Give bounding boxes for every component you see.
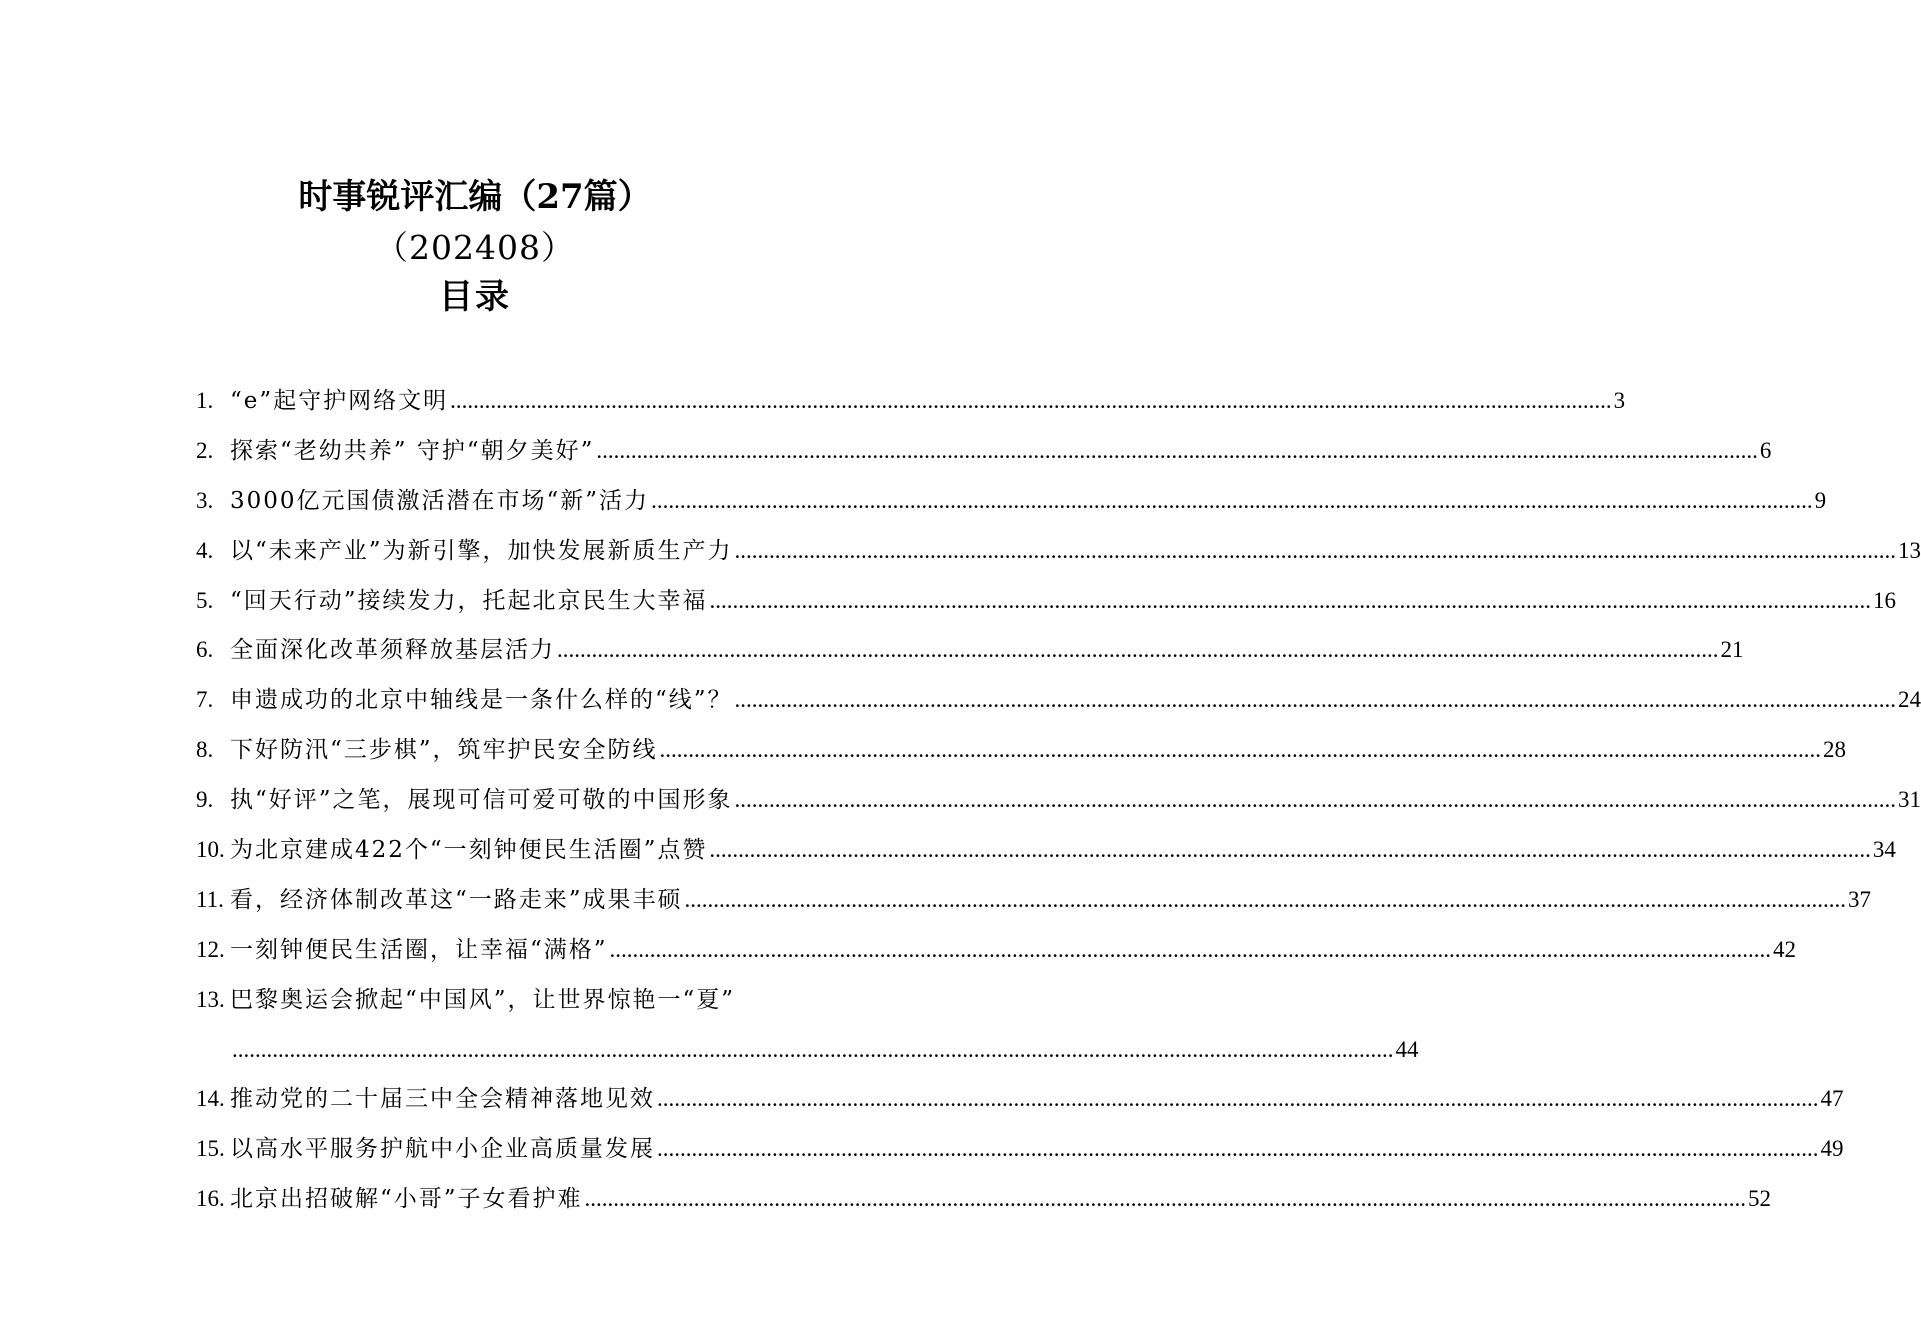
toc-entry-title: 推动党的二十届三中全会精神落地见效 xyxy=(230,1086,655,1113)
toc-entry-10[interactable] xyxy=(196,825,1896,875)
toc-entry-page: 31 xyxy=(1898,787,1921,813)
toc-entry-13-continuation[interactable] xyxy=(196,1025,1419,1075)
toc-entry-page: 3 xyxy=(1613,388,1626,413)
toc-leader-dots xyxy=(660,725,1822,775)
toc-entry-title: 巴黎奥运会掀起“中国风”，让世界惊艳一“夏” xyxy=(230,986,736,1013)
document-title: 时事锐评汇编（27篇） xyxy=(298,177,652,217)
toc-entry-page: 42 xyxy=(1773,936,1797,962)
toc-leader-dots xyxy=(651,476,1813,526)
toc-entry-title: 下好防汛“三步棋”，筑牢护民安全防线 xyxy=(230,737,658,764)
toc-entry-number: 1. xyxy=(196,388,214,413)
document-date: （202408） xyxy=(375,228,575,267)
table-of-contents xyxy=(196,376,1921,1224)
toc-entry-page: 24 xyxy=(1898,687,1921,713)
toc-leader-dots xyxy=(685,875,1847,925)
toc-entry-page: 49 xyxy=(1820,1136,1844,1162)
toc-entry-number: 7. xyxy=(196,687,214,713)
toc-heading: 目录 xyxy=(439,277,511,317)
toc-entry-page: 37 xyxy=(1848,886,1872,912)
toc-leader-dots xyxy=(657,1074,1819,1124)
toc-entry-page: 44 xyxy=(1395,1036,1419,1062)
toc-leader-dots xyxy=(596,426,1758,476)
toc-leader-dots xyxy=(710,576,1872,626)
toc-leader-dots xyxy=(735,526,1897,576)
toc-entry-number: 15. xyxy=(196,1136,225,1162)
toc-entry-title: 以“未来产业”为新引擎，加快发展新质生产力 xyxy=(230,537,733,564)
toc-leader-dots xyxy=(585,1174,1747,1224)
toc-entry-number: 14. xyxy=(196,1086,225,1112)
toc-entry-7[interactable] xyxy=(196,675,1921,725)
toc-entry-title: 3000亿元国债激活潜在市场“新”活力 xyxy=(230,487,650,514)
toc-entry-6[interactable] xyxy=(196,625,1744,675)
toc-entry-number: 2. xyxy=(196,437,214,463)
toc-entry-14[interactable] xyxy=(196,1074,1844,1124)
toc-entry-number: 6. xyxy=(196,637,214,663)
toc-entry-page: 6 xyxy=(1759,437,1772,463)
toc-entry-3[interactable] xyxy=(196,476,1827,526)
toc-leader-dots xyxy=(450,376,1612,426)
toc-entry-13[interactable] xyxy=(196,975,806,1025)
toc-entry-number: 13. xyxy=(196,986,225,1012)
toc-entry-15[interactable] xyxy=(196,1124,1844,1174)
toc-entry-title: 以高水平服务护航中小企业高质量发展 xyxy=(230,1136,655,1163)
toc-entry-1[interactable] xyxy=(196,376,1626,426)
toc-entry-page: 52 xyxy=(1748,1186,1772,1212)
toc-leader-dots xyxy=(657,1124,1819,1174)
toc-entry-12[interactable] xyxy=(196,925,1797,975)
toc-entry-number: 3. xyxy=(196,487,214,513)
toc-entry-page: 16 xyxy=(1873,587,1897,613)
toc-entry-11[interactable] xyxy=(196,875,1872,925)
toc-entry-page: 34 xyxy=(1872,837,1896,863)
toc-entry-number: 4. xyxy=(196,537,214,563)
toc-entry-number: 5. xyxy=(196,587,214,613)
toc-entry-title: “e”起守护网络文明 xyxy=(230,388,449,414)
toc-entry-number: 12. xyxy=(196,936,225,962)
toc-entry-number: 9. xyxy=(196,787,214,813)
toc-entry-page: 13 xyxy=(1898,537,1921,563)
toc-leader-dots xyxy=(557,625,1719,675)
toc-entry-page: 21 xyxy=(1720,637,1744,663)
toc-entry-4[interactable] xyxy=(196,526,1921,576)
toc-entry-title: 执“好评”之笔，展现可信可爱可敬的中国形象 xyxy=(230,787,733,814)
toc-entry-9[interactable] xyxy=(196,775,1921,825)
toc-entry-number: 11. xyxy=(196,886,224,912)
toc-entry-number: 8. xyxy=(196,737,214,763)
toc-entry-title: 看，经济体制改革这“一路走来”成果丰硕 xyxy=(230,886,683,913)
toc-entry-title: 为北京建成422个“一刻钟便民生活圈”点赞 xyxy=(230,837,708,864)
toc-entry-title: 探索“老幼共养” 守护“朝夕美好” xyxy=(230,437,595,464)
toc-entry-16[interactable] xyxy=(196,1174,1772,1224)
toc-leader-dots xyxy=(709,825,1871,875)
toc-entry-title: 全面深化改革须释放基层活力 xyxy=(230,637,555,664)
toc-leader-dots xyxy=(610,925,1772,975)
title-block xyxy=(0,170,950,322)
toc-entry-2[interactable] xyxy=(196,426,1772,476)
toc-leader-dots xyxy=(232,1025,1394,1075)
toc-leader-dots xyxy=(735,775,1897,825)
toc-entry-title: 一刻钟便民生活圈，让幸福“满格” xyxy=(230,936,608,963)
toc-entry-page: 47 xyxy=(1820,1086,1844,1112)
toc-leader-dots xyxy=(735,675,1897,725)
toc-entry-page: 9 xyxy=(1814,487,1827,513)
toc-entry-number: 10. xyxy=(196,837,225,863)
toc-entry-8[interactable] xyxy=(196,725,1847,775)
toc-entry-5[interactable] xyxy=(196,576,1897,626)
toc-entry-page: 28 xyxy=(1823,737,1847,763)
toc-entry-number: 16. xyxy=(196,1186,225,1212)
toc-entry-title: “回天行动”接续发力，托起北京民生大幸福 xyxy=(230,587,708,614)
toc-entry-title: 北京出招破解“小哥”子女看护难 xyxy=(230,1186,583,1213)
toc-entry-title: 申遗成功的北京中轴线是一条什么样的“线”？ xyxy=(230,687,733,714)
